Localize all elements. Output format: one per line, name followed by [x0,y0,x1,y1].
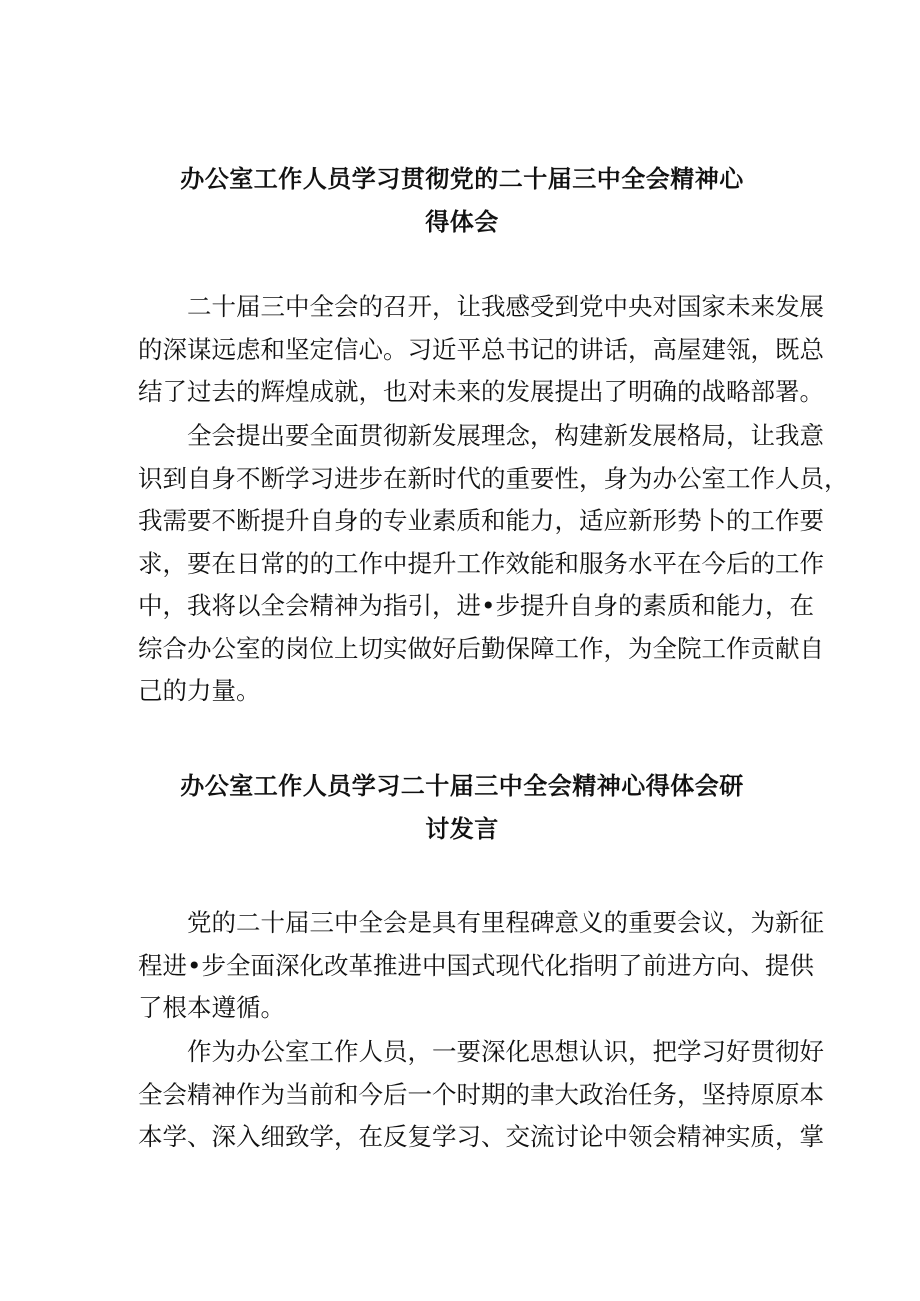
text-line: 党的二十届三中全会是具有里程碑意义的重要会议，为新征 [187,908,824,937]
section-2-title-line-2: 讨发言 [425,815,499,843]
section-2-title [138,765,786,851]
text-line: 己的力量。 [138,676,261,705]
section-1-title-line-2: 得体会 [425,208,499,236]
text-line: 的深谋远虑和坚定信心。习近平总书记的讲话，高屋建瓴，既总 [138,334,824,364]
text-line: 全会精神作为当前和今后一个时期的聿大政治任务，坚持原原本 [138,1079,824,1109]
text-line: 我需要不断提升自身的专业素质和能力，适应新形势卜的工作要 [138,506,824,535]
text-line: 结了过去的辉煌成就，也对未来的发展提出了明确的战略部署。 [138,377,824,406]
text-line: 了根本遵循。 [138,993,285,1022]
section-2-paragraph-2 [138,1031,824,1159]
section-1-paragraph-1 [138,286,824,414]
text-line: 全会提出要全面贯彻新发展理念，构建新发展格局，让我意 [187,421,824,450]
text-line: 本学、深入细致学，在反复学习、交流讨论中领会精神实质，掌 [138,1122,824,1151]
text-line: 程进•步全面深化改革推进中国式现代化指明了前进方向、提供 [138,950,814,980]
text-line: 二十届三中全会的召开，让我感受到党中央对国家未来发展 [187,292,824,321]
section-1-title-line-1: 办公室工作人员学习贯彻党的二十届三中全会精神心 [180,165,744,193]
section-1-title [138,158,786,244]
text-line: 作为办公室工作人员，一要深化思想认识，把学习好贯彻好 [187,1037,824,1066]
text-line: 识到自身不断学习进步在新时代的重要性，身为办公室工作人员， [138,463,849,493]
text-line: 中，我将以全会精神为指引，进•步提升自身的素质和能力，在 [138,591,814,620]
section-2-title-line-1: 办公室工作人员学习二十届三中全会精神心得体会研 [180,772,744,800]
section-1-paragraph-2 [138,415,849,713]
text-line: 求，要在日常的的工作中提升工作效能和服务水平在今后的工作 [138,548,824,578]
section-2-paragraph-1 [138,902,824,1030]
text-line: 综合办公室的岗位上切实做好后勤保障工作，为全院工作贡献自 [138,633,824,663]
